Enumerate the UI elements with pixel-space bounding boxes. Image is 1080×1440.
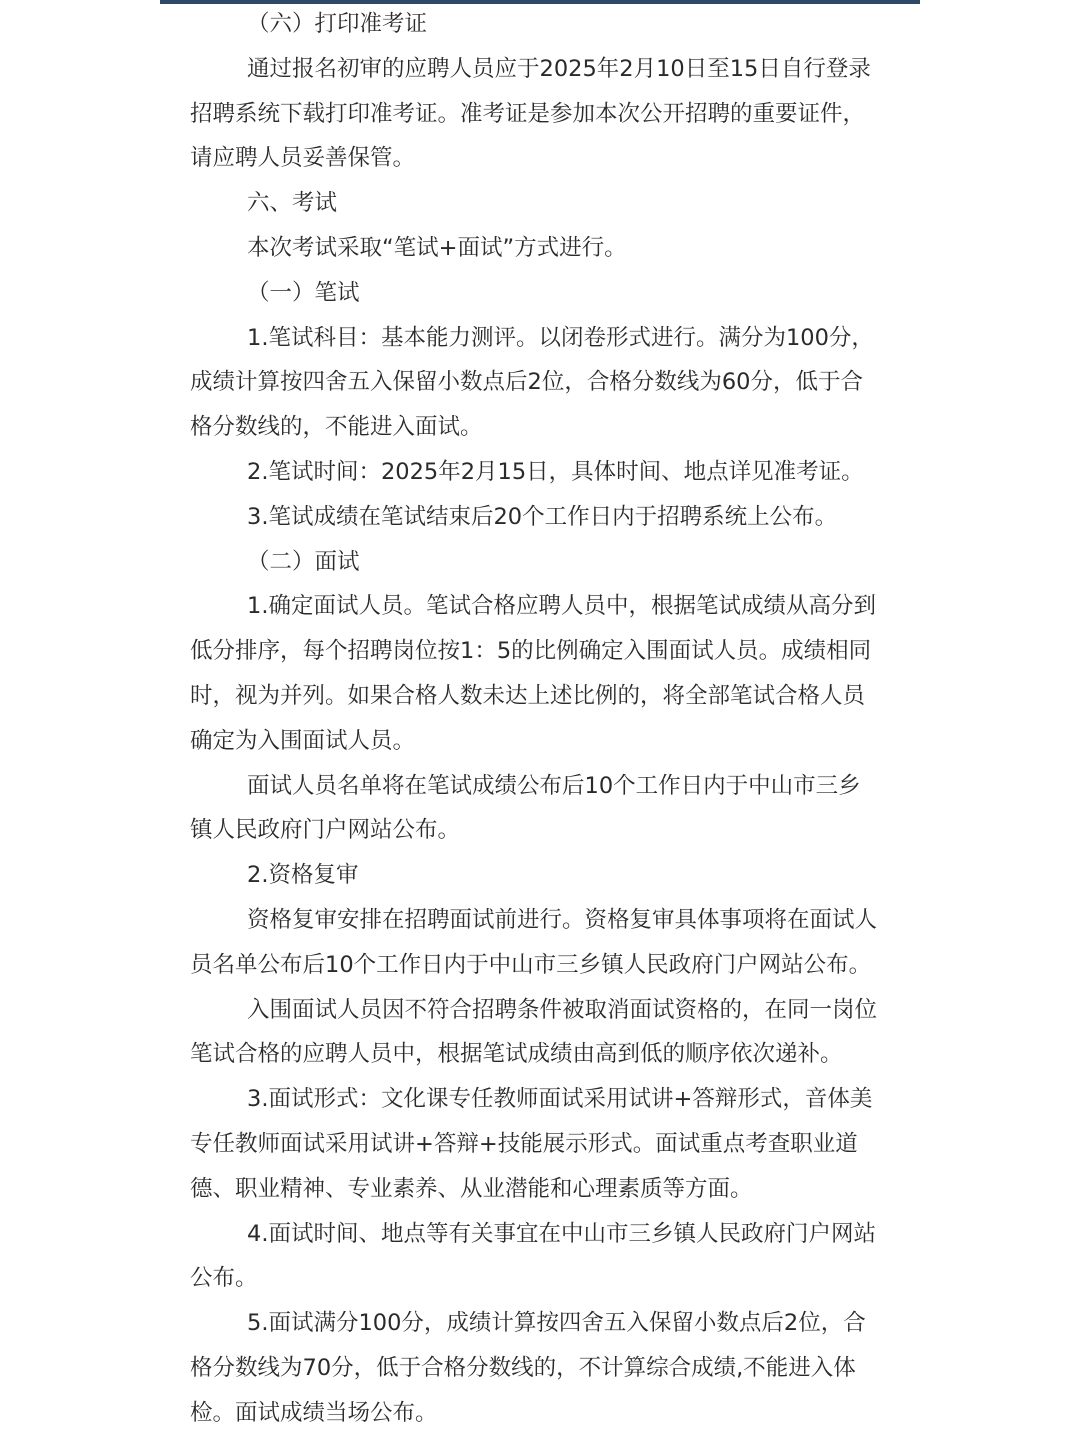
paragraph-line: 3.笔试成绩在笔试结束后20个工作日内于招聘系统上公布。 <box>247 503 838 530</box>
paragraph-line: 镇人民政府门户网站公布。 <box>190 817 461 844</box>
paragraph-line: 格分数线为70分，低于合格分数线的，不计算综合成绩,不能进入体 <box>190 1354 856 1381</box>
section-heading-print-admission: （六）打印准考证 <box>247 11 428 37</box>
paragraph-line: 5.面试满分100分，成绩计算按四舍五入保留小数点后2位，合 <box>247 1310 866 1337</box>
paragraph-line: 成绩计算按四舍五入保留小数点后2位，合格分数线为60分，低于合 <box>190 369 863 396</box>
paragraph-line: 通过报名初审的应聘人员应于2025年2月10日至15日自行登录 <box>247 55 871 82</box>
paragraph-line: 格分数线的，不能进入面试。 <box>190 414 483 441</box>
paragraph-line: 请应聘人员妥善保管。 <box>190 145 416 172</box>
paragraph-line: 德、职业精神、专业素养、从业潜能和心理素质等方面。 <box>190 1175 753 1202</box>
subheading-qualification-review: 2.资格复审 <box>247 862 359 889</box>
section-heading-exam: 六、考试 <box>247 190 338 217</box>
paragraph-line: 时，视为并列。如果合格人数未达上述比例的，将全部笔试合格人员 <box>190 682 866 709</box>
paragraph-line: 2.笔试时间：2025年2月15日，具体时间、地点详见准考证。 <box>247 458 864 485</box>
paragraph-line: 资格复审安排在招聘面试前进行。资格复审具体事项将在面试人 <box>247 906 878 933</box>
section-heading-written-test: （一）笔试 <box>247 279 360 306</box>
paragraph-line: 1.笔试科目：基本能力测评。以闭卷形式进行。满分为100分， <box>247 324 874 351</box>
paragraph-line: 专任教师面试采用试讲+答辩+技能展示形式。面试重点考查职业道 <box>190 1130 858 1157</box>
paragraph-line: 4.面试时间、地点等有关事宜在中山市三乡镇人民政府门户网站 <box>247 1220 876 1247</box>
paragraph-line: 员名单公布后10个工作日内于中山市三乡镇人民政府门户网站公布。 <box>190 951 872 978</box>
paragraph-line: 面试人员名单将在笔试成绩公布后10个工作日内于中山市三乡 <box>247 772 861 799</box>
document-body <box>190 2 910 1436</box>
paragraph-line: 低分排序，每个招聘岗位按1：5的比例确定入围面试人员。成绩相同 <box>190 638 872 665</box>
paragraph-line: 检。面试成绩当场公布。 <box>190 1399 438 1426</box>
paragraph-line: 本次考试采取“笔试+面试”方式进行。 <box>247 234 627 261</box>
paragraph-line: 3.面试形式：文化课专任教师面试采用试讲+答辩形式，音体美 <box>247 1086 873 1113</box>
paragraph-line: 公布。 <box>190 1265 258 1292</box>
paragraph-line: 入围面试人员因不符合招聘条件被取消面试资格的，在同一岗位 <box>247 996 878 1023</box>
paragraph-line: 招聘系统下载打印准考证。准考证是参加本次公开招聘的重要证件， <box>190 100 866 127</box>
paragraph-line: 1.确定面试人员。笔试合格应聘人员中，根据笔试成绩从高分到 <box>247 593 876 620</box>
paragraph-line: 笔试合格的应聘人员中，根据笔试成绩由高到低的顺序依次递补。 <box>190 1041 843 1068</box>
paragraph-line: 确定为入围面试人员。 <box>190 727 416 754</box>
section-heading-interview: （二）面试 <box>247 548 360 575</box>
